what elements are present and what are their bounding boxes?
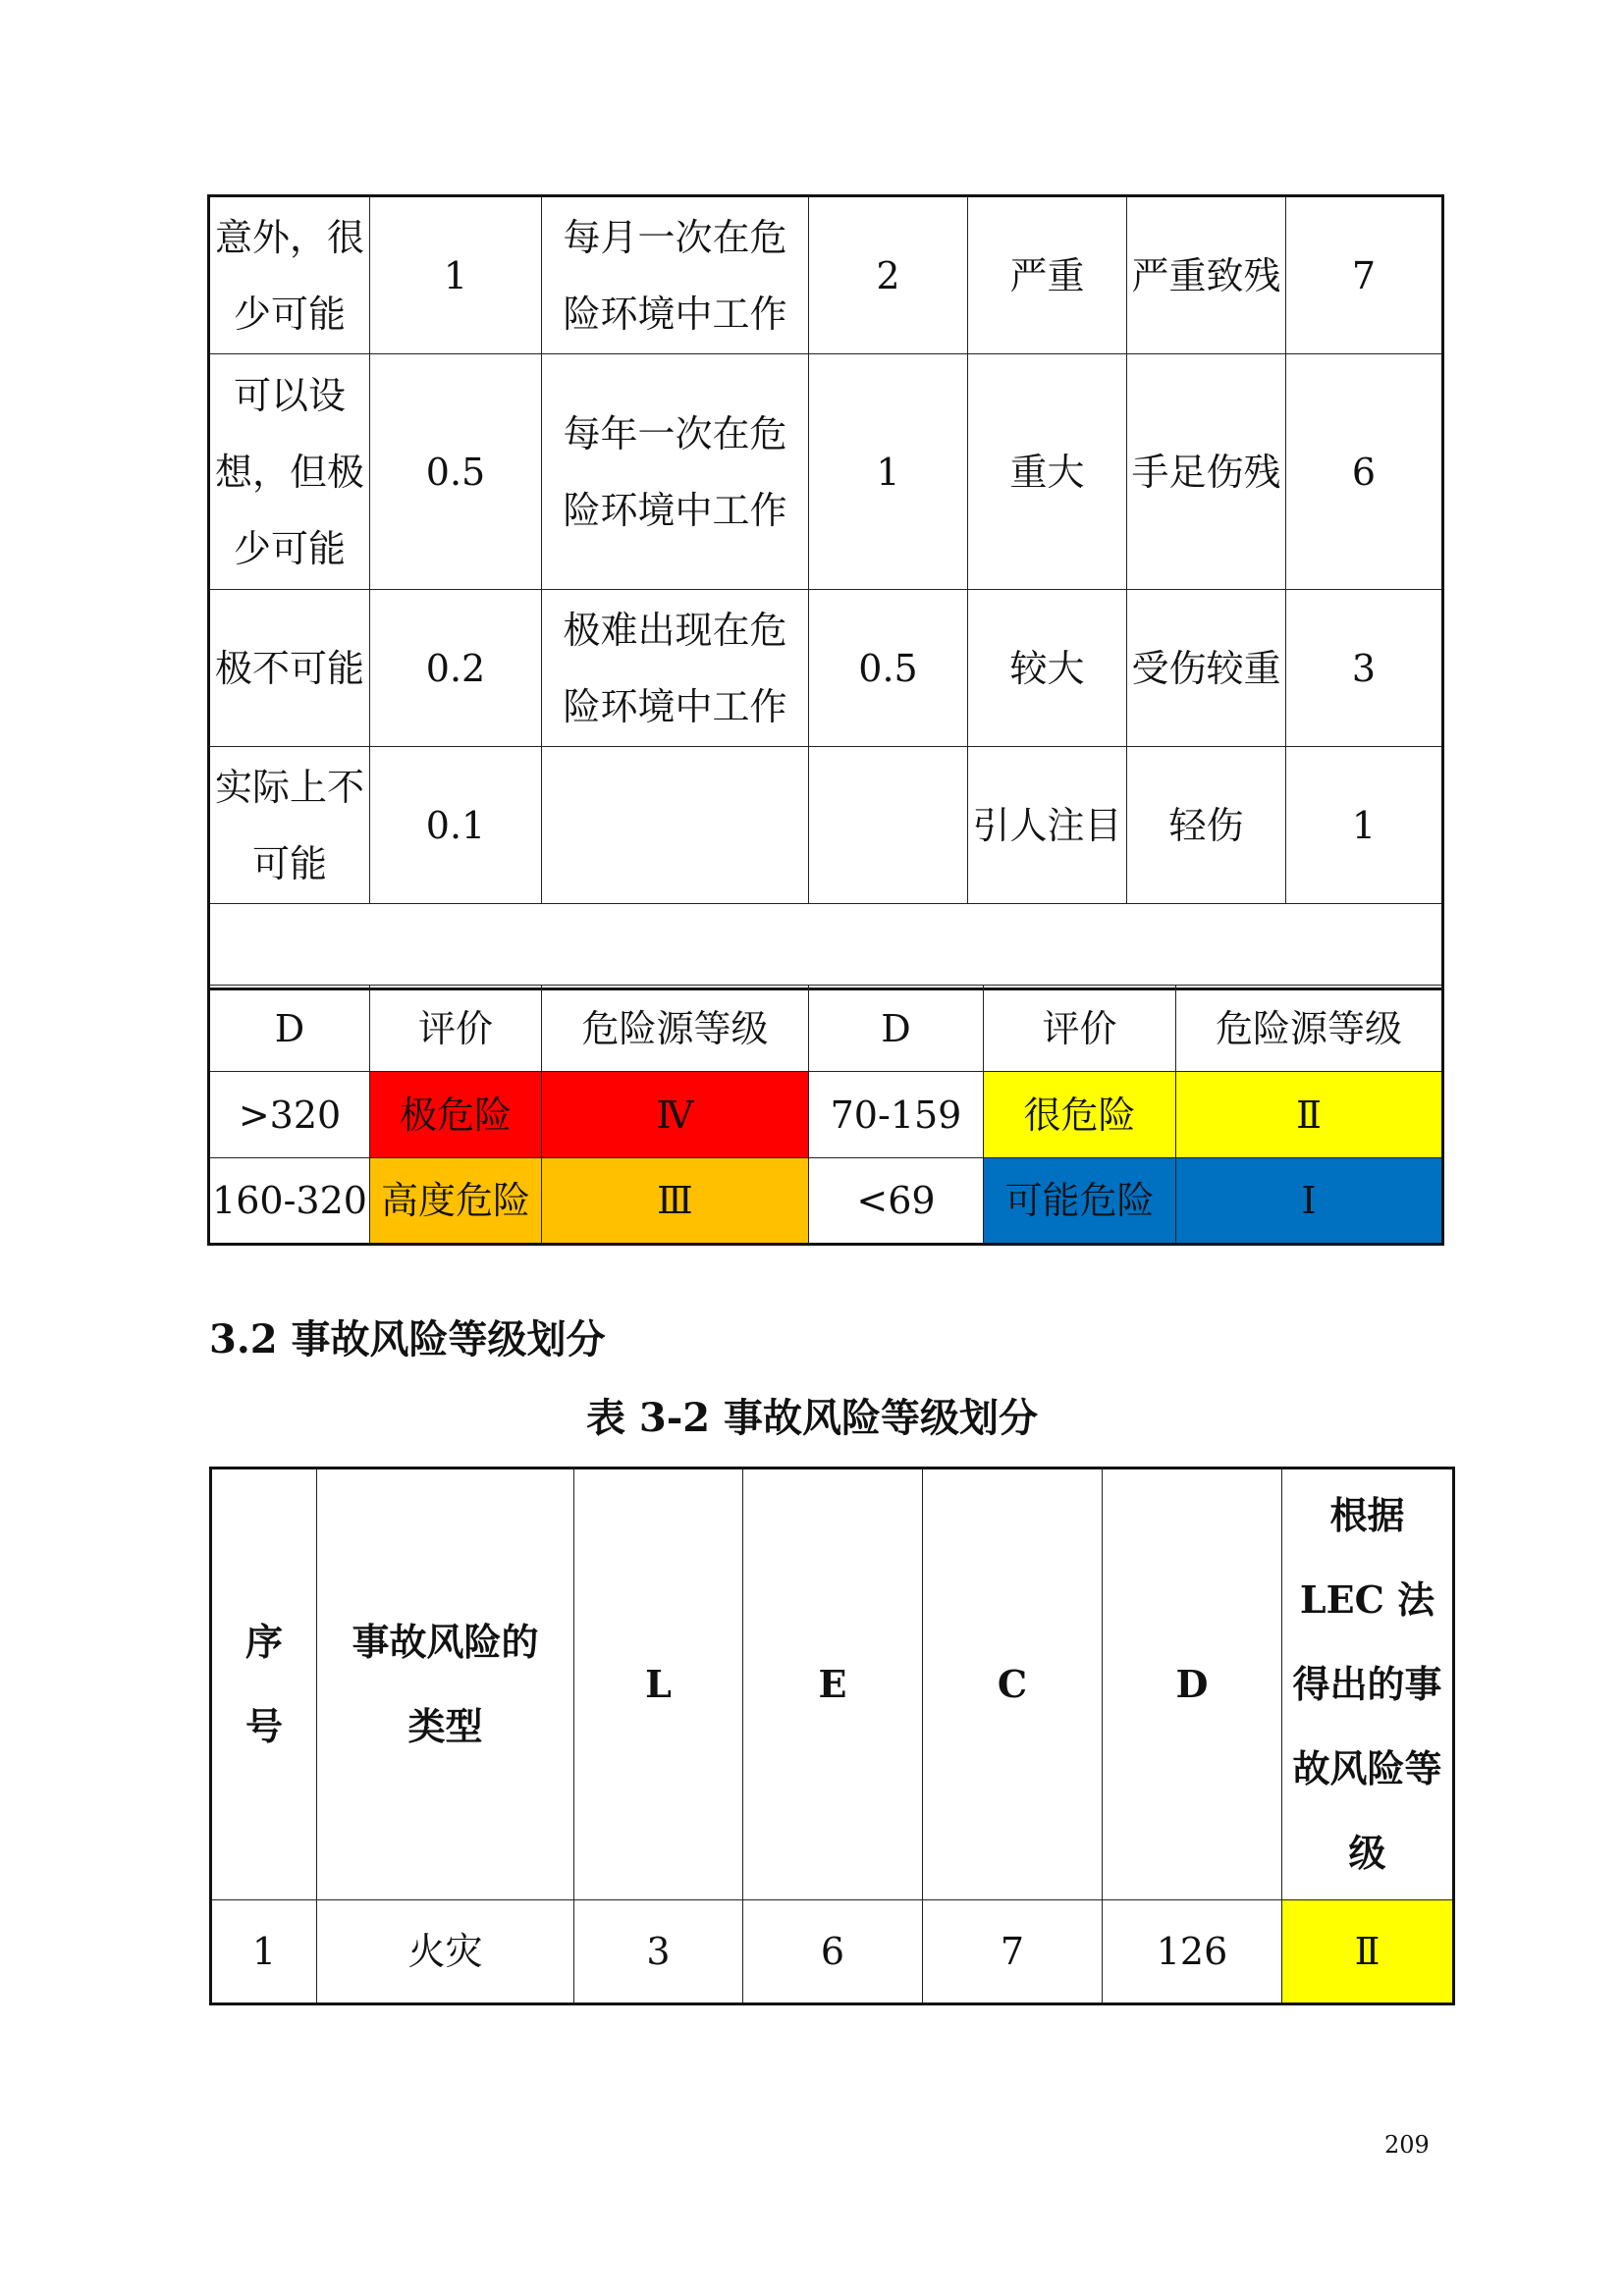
exposure-cell: 每年一次在危险环境中工作 bbox=[542, 354, 809, 590]
d-range-cell: 70-159 bbox=[809, 1072, 984, 1158]
header-l: L bbox=[574, 1468, 743, 1900]
e-value-cell bbox=[809, 747, 968, 904]
d-range-cell: 160-320 bbox=[209, 1158, 370, 1245]
evaluation-cell: 极危险 bbox=[370, 1072, 542, 1158]
severity-cell: 严重 bbox=[968, 196, 1127, 354]
c-cell: 7 bbox=[923, 1900, 1103, 2004]
consequence-cell: 轻伤 bbox=[1127, 747, 1286, 904]
header-d: D bbox=[1103, 1468, 1282, 1900]
severity-cell: 重大 bbox=[968, 354, 1127, 590]
table-row bbox=[209, 196, 1443, 354]
hazard-level-cell: Ⅲ bbox=[542, 1158, 809, 1245]
c-value-cell: 7 bbox=[1286, 196, 1443, 354]
page-number: 209 bbox=[1384, 2131, 1430, 2159]
table-header-row bbox=[209, 986, 1443, 1072]
l-value-cell: 0.1 bbox=[370, 747, 542, 904]
table-row bbox=[209, 354, 1443, 590]
c-value-cell: 3 bbox=[1286, 590, 1443, 747]
c-value-cell: 6 bbox=[1286, 354, 1443, 590]
c-value-cell: 1 bbox=[1286, 747, 1443, 904]
e-value-cell: 0.5 bbox=[809, 590, 968, 747]
exposure-cell bbox=[542, 747, 809, 904]
table-header-row bbox=[211, 1468, 1454, 1900]
exposure-cell: 每月一次在危险环境中工作 bbox=[542, 196, 809, 354]
lec-reference-table bbox=[207, 194, 1444, 990]
evaluation-cell: 很危险 bbox=[984, 1072, 1176, 1158]
severity-cell: 引人注目 bbox=[968, 747, 1127, 904]
header-evaluation: 评价 bbox=[370, 986, 542, 1072]
table-row-empty bbox=[209, 904, 1443, 989]
header-seq: 序号 bbox=[211, 1468, 317, 1900]
table-caption: 表 3-2 事故风险等级划分 bbox=[585, 1395, 1039, 1441]
exposure-cell: 极难出现在危险环境中工作 bbox=[542, 590, 809, 747]
section-title: 3.2 事故风险等级划分 bbox=[209, 1316, 606, 1362]
risk-level-cell: Ⅱ bbox=[1282, 1900, 1454, 2004]
table-row bbox=[211, 1900, 1454, 2004]
table-row bbox=[209, 590, 1443, 747]
d-cell: 126 bbox=[1103, 1900, 1282, 2004]
l-value-cell: 1 bbox=[370, 196, 542, 354]
header-hazard-level: 危险源等级 bbox=[542, 986, 809, 1072]
header-risk-level: 根据 LEC 法得出的事故风险等级 bbox=[1282, 1468, 1454, 1900]
severity-cell: 较大 bbox=[968, 590, 1127, 747]
likelihood-cell: 极不可能 bbox=[209, 590, 370, 747]
accident-risk-table bbox=[209, 1467, 1455, 2005]
consequence-cell: 严重致残 bbox=[1127, 196, 1286, 354]
header-hazard-level: 危险源等级 bbox=[1176, 986, 1443, 1072]
header-e: E bbox=[743, 1468, 923, 1900]
consequence-cell: 手足伤残 bbox=[1127, 354, 1286, 590]
e-cell: 6 bbox=[743, 1900, 923, 2004]
header-d: D bbox=[209, 986, 370, 1072]
e-value-cell: 2 bbox=[809, 196, 968, 354]
likelihood-cell: 实际上不可能 bbox=[209, 747, 370, 904]
table-row bbox=[209, 1072, 1443, 1158]
header-d: D bbox=[809, 986, 984, 1072]
l-value-cell: 0.2 bbox=[370, 590, 542, 747]
risk-type-cell: 火灾 bbox=[317, 1900, 574, 2004]
d-range-cell: <69 bbox=[809, 1158, 984, 1245]
hazard-level-cell: Ⅱ bbox=[1176, 1072, 1443, 1158]
hazard-level-cell: Ⅰ bbox=[1176, 1158, 1443, 1245]
empty-spacer-cell bbox=[209, 904, 1443, 989]
evaluation-cell: 可能危险 bbox=[984, 1158, 1176, 1245]
seq-cell: 1 bbox=[211, 1900, 317, 2004]
header-evaluation: 评价 bbox=[984, 986, 1176, 1072]
likelihood-cell: 可以设想，但极少可能 bbox=[209, 354, 370, 590]
table-row bbox=[209, 1158, 1443, 1245]
header-c: C bbox=[923, 1468, 1103, 1900]
l-value-cell: 0.5 bbox=[370, 354, 542, 590]
header-risk-type: 事故风险的类型 bbox=[317, 1468, 574, 1900]
d-range-cell: >320 bbox=[209, 1072, 370, 1158]
hazard-level-cell: Ⅳ bbox=[542, 1072, 809, 1158]
evaluation-cell: 高度危险 bbox=[370, 1158, 542, 1245]
l-cell: 3 bbox=[574, 1900, 743, 2004]
e-value-cell: 1 bbox=[809, 354, 968, 590]
consequence-cell: 受伤较重 bbox=[1127, 590, 1286, 747]
likelihood-cell: 意外，很少可能 bbox=[209, 196, 370, 354]
table-row bbox=[209, 747, 1443, 904]
hazard-level-table bbox=[207, 985, 1444, 1246]
